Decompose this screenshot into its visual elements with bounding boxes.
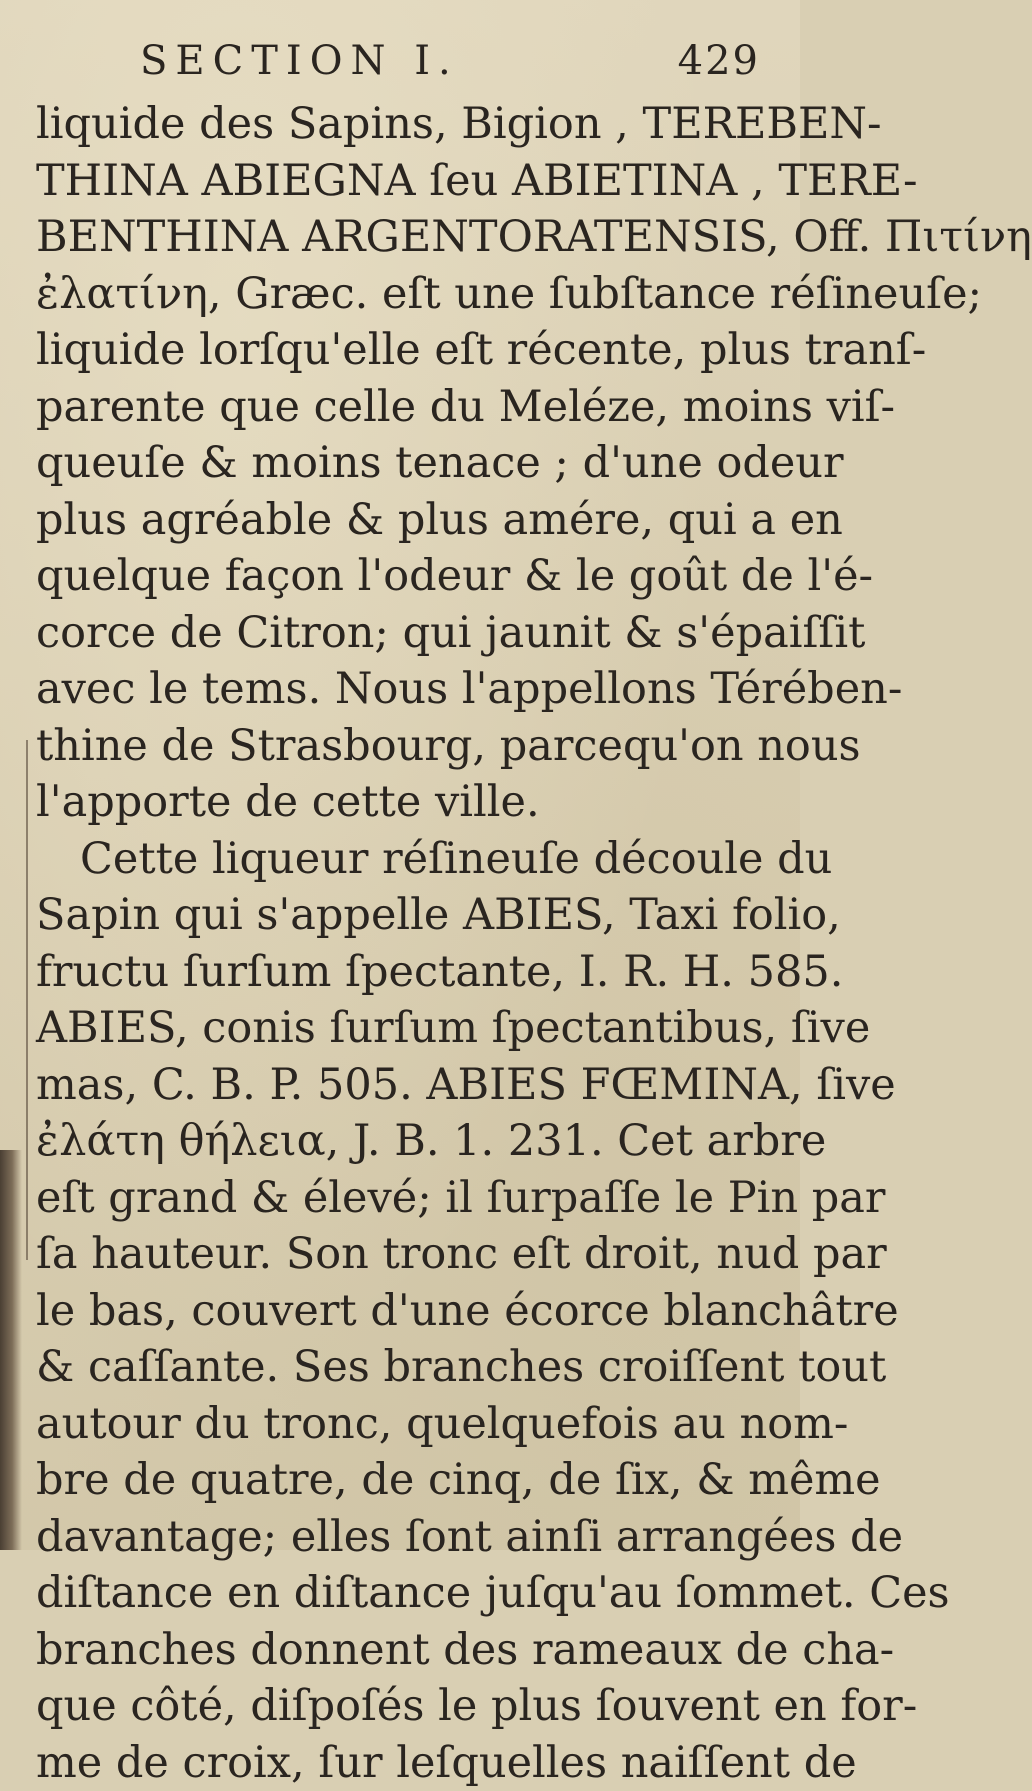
text-line: fructu ſurſum ſpectante, I. R. H. 585. — [36, 944, 776, 1001]
text-line: Sapin qui s'appelle ABIES, Taxi folio, — [36, 887, 776, 944]
text-line: plus agréable & plus amére, qui a en — [36, 492, 776, 549]
text-line: bre de quatre, de cinq, de ſix, & même — [36, 1452, 776, 1509]
text-line: corce de Citron; qui jaunit & s'épaiſſit — [36, 605, 776, 662]
text-line: quelque façon l'odeur & le goût de l'é- — [36, 548, 776, 605]
text-line: ἐλατίνη, Græc. eſt une ſubſtance réſineuſe; — [36, 266, 776, 323]
text-line: BENTHINA ARGENTORATENSIS, Off. Πιτίνη — [36, 209, 776, 266]
text-line: autour du tronc, quelquefois au nom- — [36, 1396, 776, 1453]
text-line: me de croix, ſur leſquelles naiſſent de — [36, 1735, 776, 1791]
paragraph-start-line: Cette liqueur réſineuſe découle du — [36, 831, 776, 888]
text-line: & caſſante. Ses branches croiſſent tout — [36, 1339, 776, 1396]
running-header — [120, 38, 760, 88]
text-line: THINA ABIEGNA ſeu ABIETINA , TERE- — [36, 153, 776, 210]
body-text — [36, 96, 776, 1791]
text-line: liquide des Sapins, Bigion , TEREBEN- — [36, 96, 776, 153]
margin-rule — [26, 740, 28, 1260]
text-line: mas, C. B. P. 505. ABIES FŒMINA, ſive — [36, 1057, 776, 1114]
text-line: ἐλάτη θήλεια, J. B. 1. 231. Cet arbre — [36, 1113, 776, 1170]
section-heading: SECTION I. — [140, 38, 459, 84]
text-line: branches donnent des rameaux de cha- — [36, 1622, 776, 1679]
text-line: parente que celle du Meléze, moins viſ- — [36, 379, 776, 436]
page-number: 429 — [678, 38, 760, 84]
text-line: le bas, couvert d'une écorce blanchâtre — [36, 1283, 776, 1340]
text-line: ABIES, conis ſurſum ſpectantibus, ſive — [36, 1000, 776, 1057]
page-gutter-shadow — [0, 1150, 22, 1550]
text-line: diſtance en diſtance juſqu'au ſommet. Ces — [36, 1565, 776, 1622]
text-line: ſa hauteur. Son tronc eſt droit, nud par — [36, 1226, 776, 1283]
text-line: que côté, diſpoſés le plus ſouvent en for- — [36, 1678, 776, 1735]
text-line: l'apporte de cette ville. — [36, 774, 776, 831]
text-line: davantage; elles ſont ainſi arrangées de — [36, 1509, 776, 1566]
text-line: eſt grand & élevé; il ſurpaſſe le Pin par — [36, 1170, 776, 1227]
text-line: thine de Strasbourg, parcequ'on nous — [36, 718, 776, 775]
text-line: liquide lorſqu'elle eſt récente, plus tranſ- — [36, 322, 776, 379]
text-line: queuſe & moins tenace ; d'une odeur — [36, 435, 776, 492]
text-line: avec le tems. Nous l'appellons Térében- — [36, 661, 776, 718]
